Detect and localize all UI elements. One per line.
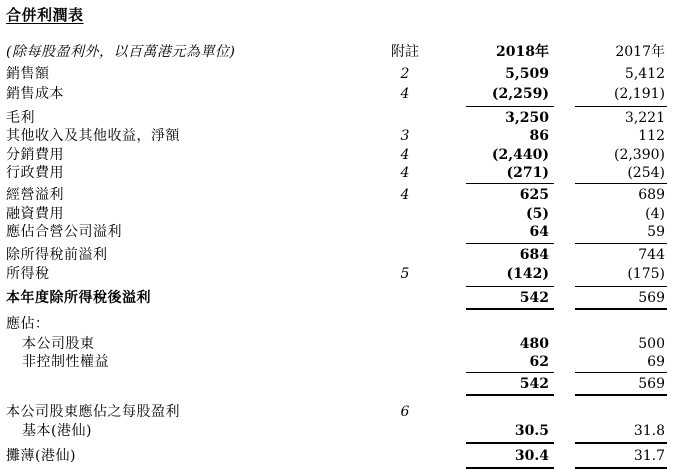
double-rule-2017 — [575, 467, 667, 469]
row-note: 4 — [400, 165, 410, 181]
value-2018: 64 — [529, 224, 549, 240]
row-note: 3 — [400, 128, 410, 144]
row-label: 應佔合營公司溢利 — [6, 224, 122, 240]
value-2018: 480 — [519, 336, 549, 352]
value-2018: 542 — [519, 290, 549, 306]
row-note: 4 — [400, 187, 410, 203]
value-2017: 500 — [638, 336, 665, 352]
row-eps-heading — [0, 402, 683, 422]
row-other-income — [0, 126, 683, 146]
row-profit-after-tax — [0, 288, 683, 308]
row-note: 6 — [400, 404, 410, 420]
row-label: 基本(港仙) — [22, 423, 92, 439]
row-label: 本公司股東 — [22, 336, 95, 352]
value-2018: 30.4 — [514, 448, 549, 464]
value-2017: 59 — [647, 224, 665, 240]
row-income-tax — [0, 264, 683, 284]
rule-2018 — [466, 372, 554, 373]
value-2017: (4) — [645, 206, 665, 222]
value-2017: 569 — [638, 290, 665, 306]
row-label: 本公司股東應佔之每股盈利 — [6, 404, 180, 420]
double-rule-2018 — [466, 394, 554, 396]
rule-2017 — [575, 183, 667, 184]
value-2017: 31.7 — [633, 448, 665, 464]
value-2017: 112 — [638, 128, 665, 144]
value-2018: (5) — [526, 206, 549, 222]
value-2018: 684 — [519, 247, 549, 263]
value-2018: 5,509 — [505, 66, 549, 82]
row-label: 其他收入及其他收益，淨額 — [6, 128, 180, 144]
value-2018: 3,250 — [505, 110, 549, 126]
row-finance-costs — [0, 204, 683, 224]
row-note: 4 — [400, 86, 410, 102]
row-label: 分銷費用 — [6, 147, 64, 163]
row-label: 銷售額 — [6, 66, 50, 82]
row-label: 本年度除所得稅後溢利 — [6, 290, 151, 306]
value-2017: (254) — [627, 165, 665, 181]
value-2018: 62 — [529, 354, 549, 370]
row-label: 行政費用 — [6, 165, 64, 181]
rule-2018 — [466, 183, 554, 184]
row-share-of-jv-profit — [0, 222, 683, 242]
statement-title: 合併利潤表 — [6, 6, 84, 24]
row-distribution-costs — [0, 145, 683, 165]
row-label: 經營溢利 — [6, 187, 64, 203]
double-rule-2018 — [466, 467, 554, 469]
value-2018: (271) — [506, 165, 549, 181]
value-2017: (2,390) — [613, 147, 665, 163]
rule-2017 — [575, 243, 667, 244]
row-admin-expenses — [0, 163, 683, 183]
row-label: 融資費用 — [6, 206, 64, 222]
row-note: 2 — [400, 66, 410, 82]
double-rule-2018 — [466, 308, 554, 310]
value-2018: (2,259) — [491, 86, 549, 102]
year-2018-header: 2018年 — [496, 44, 549, 60]
header-row — [0, 42, 683, 62]
row-revenue — [0, 64, 683, 84]
rule-2018 — [466, 243, 554, 244]
value-2017: (2,191) — [613, 86, 665, 102]
rule-2017 — [575, 286, 667, 287]
value-2017: 3,221 — [624, 110, 665, 126]
value-2017: 744 — [638, 247, 665, 263]
rule-2018 — [466, 286, 554, 287]
double-rule-2017 — [575, 308, 667, 310]
row-cost-of-sales — [0, 84, 683, 104]
row-label: 毛利 — [6, 110, 35, 126]
value-2017: (175) — [627, 266, 665, 282]
row-label: 攤薄(港仙) — [6, 448, 76, 464]
value-2017: 689 — [638, 187, 665, 203]
note-header: 附註 — [391, 44, 419, 60]
value-2018: (142) — [506, 266, 549, 282]
row-label: 除所得稅前溢利 — [6, 247, 108, 263]
row-label: 非控制性權益 — [22, 354, 109, 370]
row-label: 所得稅 — [6, 266, 50, 282]
value-2018: 542 — [519, 376, 549, 392]
value-2017: 569 — [638, 376, 665, 392]
value-2018: (2,440) — [491, 147, 549, 163]
row-label: 應佔： — [6, 316, 50, 332]
row-profit-before-tax — [0, 245, 683, 265]
double-rule-2017 — [575, 394, 667, 396]
double-rule-2018 — [466, 442, 554, 444]
row-shareholders — [0, 334, 683, 354]
row-attributable-total — [0, 374, 683, 394]
value-2017: 69 — [647, 354, 665, 370]
unit-label: (除每股盈利外，以百萬港元為單位) — [6, 44, 236, 60]
row-note: 5 — [400, 266, 410, 282]
double-rule-2017 — [575, 442, 667, 444]
row-non-controlling — [0, 352, 683, 372]
row-attributable-to — [0, 314, 683, 334]
year-2017-header: 2017年 — [615, 44, 665, 60]
row-note: 4 — [400, 147, 410, 163]
row-operating-profit — [0, 185, 683, 205]
value-2018: 625 — [519, 187, 549, 203]
value-2018: 86 — [529, 128, 549, 144]
rule-2017 — [575, 106, 667, 107]
rule-2017 — [575, 372, 667, 373]
value-2018: 30.5 — [514, 423, 549, 439]
value-2017: 31.8 — [633, 423, 665, 439]
value-2017: 5,412 — [624, 66, 665, 82]
rule-2018 — [466, 106, 554, 107]
row-eps-basic — [0, 421, 683, 441]
row-label: 銷售成本 — [6, 86, 64, 102]
row-gross-profit — [0, 108, 683, 128]
row-eps-diluted — [0, 446, 683, 466]
